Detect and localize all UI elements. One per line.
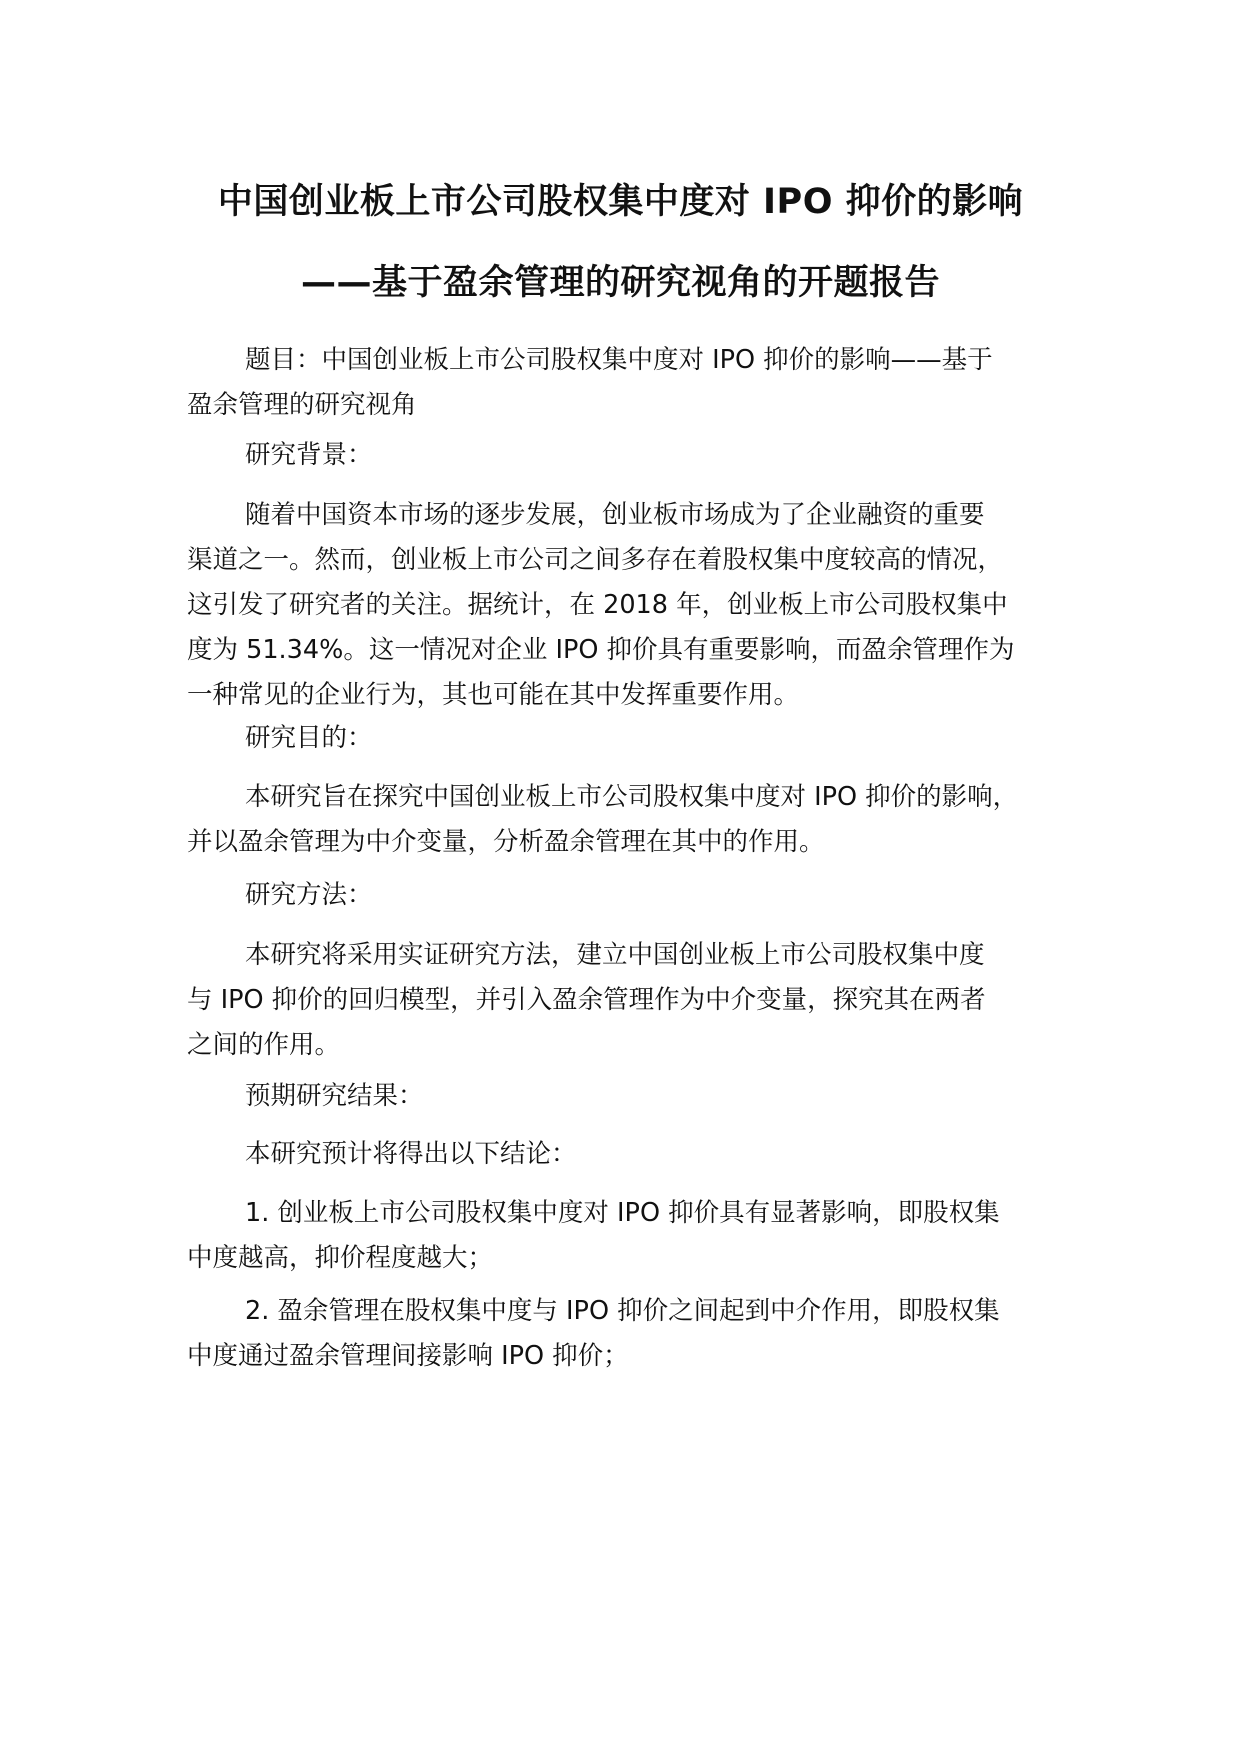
document-title-line-1: 中国创业板上市公司股权集中度对 IPO 抑价的影响 [217, 182, 1024, 222]
paragraph-line: 研究背景： [245, 440, 373, 470]
paragraph-research-method [187, 933, 1087, 1068]
list-item-conclusion-2 [187, 1289, 1087, 1379]
paragraph-line: 题目：中国创业板上市公司股权集中度对 IPO 抑价的影响——基于 [245, 345, 993, 375]
paragraph-line: 盈余管理的研究视角 [187, 390, 417, 420]
paragraph-line: 度为 51.34%。这一情况对企业 IPO 抑价具有重要影响，而盈余管理作为 [187, 635, 1015, 665]
paragraph-line: 本研究预计将得出以下结论： [245, 1139, 577, 1169]
paragraph-line: 本研究旨在探究中国创业板上市公司股权集中度对 IPO 抑价的影响， [245, 782, 1019, 812]
paragraph-line: 一种常见的企业行为，其也可能在其中发挥重要作用。 [187, 680, 800, 710]
paragraph-topic [187, 338, 1087, 428]
document-title-line-2: ——基于盈余管理的研究视角的开题报告 [300, 263, 940, 303]
paragraph-line: 渠道之一。然而，创业板上市公司之间多存在着股权集中度较高的情况， [187, 545, 1004, 575]
list-item-conclusion-1 [187, 1191, 1087, 1281]
heading-expected-results [187, 1074, 1087, 1119]
paragraph-line: 与 IPO 抑价的回归模型，并引入盈余管理作为中介变量，探究其在两者 [187, 985, 986, 1015]
paragraph-line: 研究目的： [245, 723, 373, 753]
heading-research-background [187, 433, 1087, 478]
heading-research-method [187, 873, 1087, 918]
paragraph-line: 并以盈余管理为中介变量，分析盈余管理在其中的作用。 [187, 827, 825, 857]
paragraph-line: 1. 创业板上市公司股权集中度对 IPO 抑价具有显著影响，即股权集 [245, 1198, 1000, 1228]
paragraph-line: 中度通过盈余管理间接影响 IPO 抑价； [187, 1341, 629, 1371]
paragraph-research-background [187, 493, 1087, 718]
paragraph-line: 之间的作用。 [187, 1030, 341, 1060]
paragraph-research-purpose [187, 775, 1087, 865]
paragraph-line: 随着中国资本市场的逐步发展，创业板市场成为了企业融资的重要 [245, 500, 985, 530]
paragraph-line: 2. 盈余管理在股权集中度与 IPO 抑价之间起到中介作用，即股权集 [245, 1296, 1000, 1326]
paragraph-line: 研究方法： [245, 880, 373, 910]
heading-research-purpose [187, 716, 1087, 761]
paragraph-line: 这引发了研究者的关注。据统计，在 2018 年，创业板上市公司股权集中 [187, 590, 1008, 620]
paragraph-line: 中度越高，抑价程度越大； [187, 1243, 494, 1273]
paragraph-line: 预期研究结果： [245, 1081, 424, 1111]
paragraph-line: 本研究将采用实证研究方法，建立中国创业板上市公司股权集中度 [245, 940, 985, 970]
paragraph-expected-intro [187, 1132, 1087, 1177]
